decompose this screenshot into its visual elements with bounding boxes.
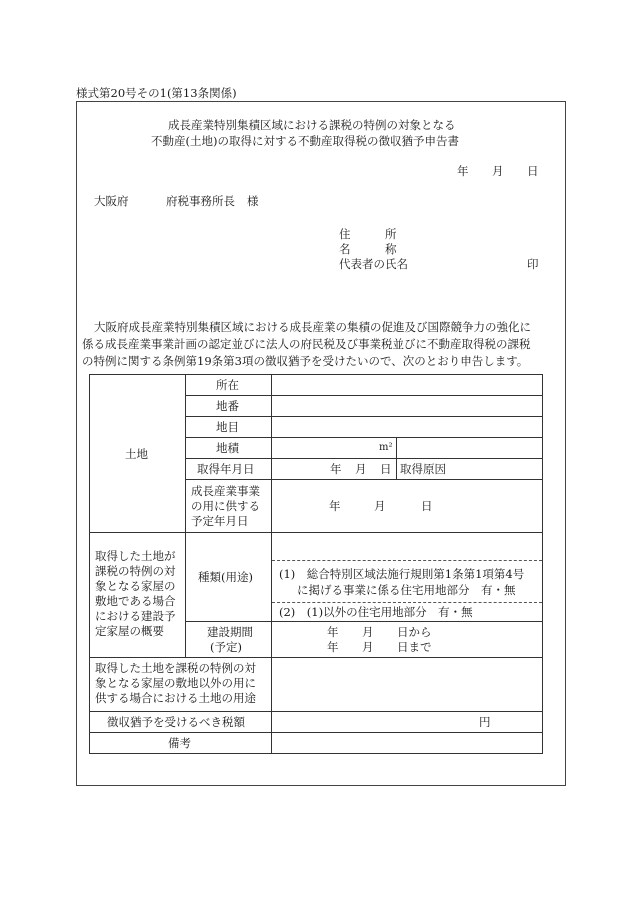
land-label: 土地 xyxy=(125,447,148,461)
period-from-year: 年 xyxy=(327,625,339,639)
title-line-1: 成長産業特別集積区域における課税の特例の対象となる xyxy=(168,118,456,132)
acquired-reason-label: 取得原因 xyxy=(400,462,446,476)
period-to-year: 年 xyxy=(327,640,339,654)
tax-amount-label: 徴収猶予を受けるべき税額 xyxy=(107,715,245,729)
building-label-line-6: 定家屋の概要 xyxy=(95,624,164,638)
period-from-month: 月 xyxy=(362,625,374,639)
option-1-line-2: に掲げる事業に係る住宅用地部分 有・無 xyxy=(297,583,516,597)
period-label-line-2: (予定) xyxy=(210,640,242,654)
period-to-month: 月 xyxy=(362,640,374,654)
seal-mark: 印 xyxy=(527,257,539,271)
acquired-day: 日 xyxy=(380,462,392,476)
period-label-line-1: 建設期間 xyxy=(207,625,253,639)
scheduled-year: 年 xyxy=(329,499,341,513)
scheduled-label-line-1: 成長産業事業 xyxy=(191,484,260,498)
building-label-line-4: 敷地である場合 xyxy=(95,594,176,608)
applicant-name-label: 名 称 xyxy=(339,242,397,256)
building-label-line-5: における建設予 xyxy=(95,609,176,623)
applicant-address-label: 住 所 xyxy=(339,227,397,241)
location-label: 所在 xyxy=(216,378,239,392)
title-line-2: 不動産(土地)の取得に対する不動産取得税の徴収猶予申告書 xyxy=(151,134,459,148)
addressee-honorific: 様 xyxy=(247,194,259,208)
option-1-line-1: (1) 総合特別区域法施行規則第1条第1項第4号 xyxy=(279,567,525,581)
type-usage-label: 種類(用途) xyxy=(198,570,253,584)
land-category-label: 地目 xyxy=(216,420,239,434)
area-unit: m² xyxy=(379,442,393,453)
acquired-month: 月 xyxy=(355,462,367,476)
period-to-day: 日まで xyxy=(397,640,432,654)
acquired-date-label: 取得年月日 xyxy=(197,462,255,476)
date-year: 年 xyxy=(457,164,469,178)
period-from-day: 日から xyxy=(397,625,432,639)
other-use-line-1: 取得した土地を課税の特例の対 xyxy=(95,661,256,675)
scheduled-month: 月 xyxy=(374,499,386,513)
scheduled-day: 日 xyxy=(421,499,433,513)
body-text-line-3: の特例に関する条例第19条第3項の徴収猶予を受けたいので、次のとおり申告します。 xyxy=(82,354,529,368)
other-use-line-3: 供する場合における土地の用途 xyxy=(95,691,256,705)
addressee-prefecture: 大阪府 xyxy=(94,194,129,208)
option-2: (2) (1)以外の住宅用地部分 有・無 xyxy=(279,605,473,619)
addressee-office: 府税事務所長 xyxy=(166,194,235,208)
yen-unit: 円 xyxy=(479,715,491,729)
date-day: 日 xyxy=(527,164,539,178)
building-label-line-2: 課税の特例の対 xyxy=(95,564,176,578)
other-use-line-2: 象となる家屋の敷地以外の用に xyxy=(95,676,256,690)
remarks-label: 備考 xyxy=(168,736,191,750)
date-month: 月 xyxy=(492,164,504,178)
building-label-line-3: 象となる家屋の xyxy=(95,579,176,593)
body-text-line-1: 大阪府成長産業特別集積区域における成長産業の集積の促進及び国際競争力の強化に xyxy=(94,320,531,334)
lot-number-label: 地番 xyxy=(216,399,239,413)
scheduled-label-line-3: 予定年月日 xyxy=(191,514,249,528)
building-label-line-1: 取得した土地が xyxy=(95,549,176,563)
acquired-year: 年 xyxy=(330,462,342,476)
body-text-line-2: 係る成長産業事業計画の認定並びに法人の府民税及び事業税並びに不動産取得税の課税 xyxy=(82,337,531,351)
form-number: 様式第20号その1(第13条関係) xyxy=(76,86,237,100)
scheduled-label-line-2: の用に供する xyxy=(191,499,260,513)
applicant-representative-label: 代表者の氏名 xyxy=(339,257,408,271)
land-area-label: 地積 xyxy=(216,441,239,455)
